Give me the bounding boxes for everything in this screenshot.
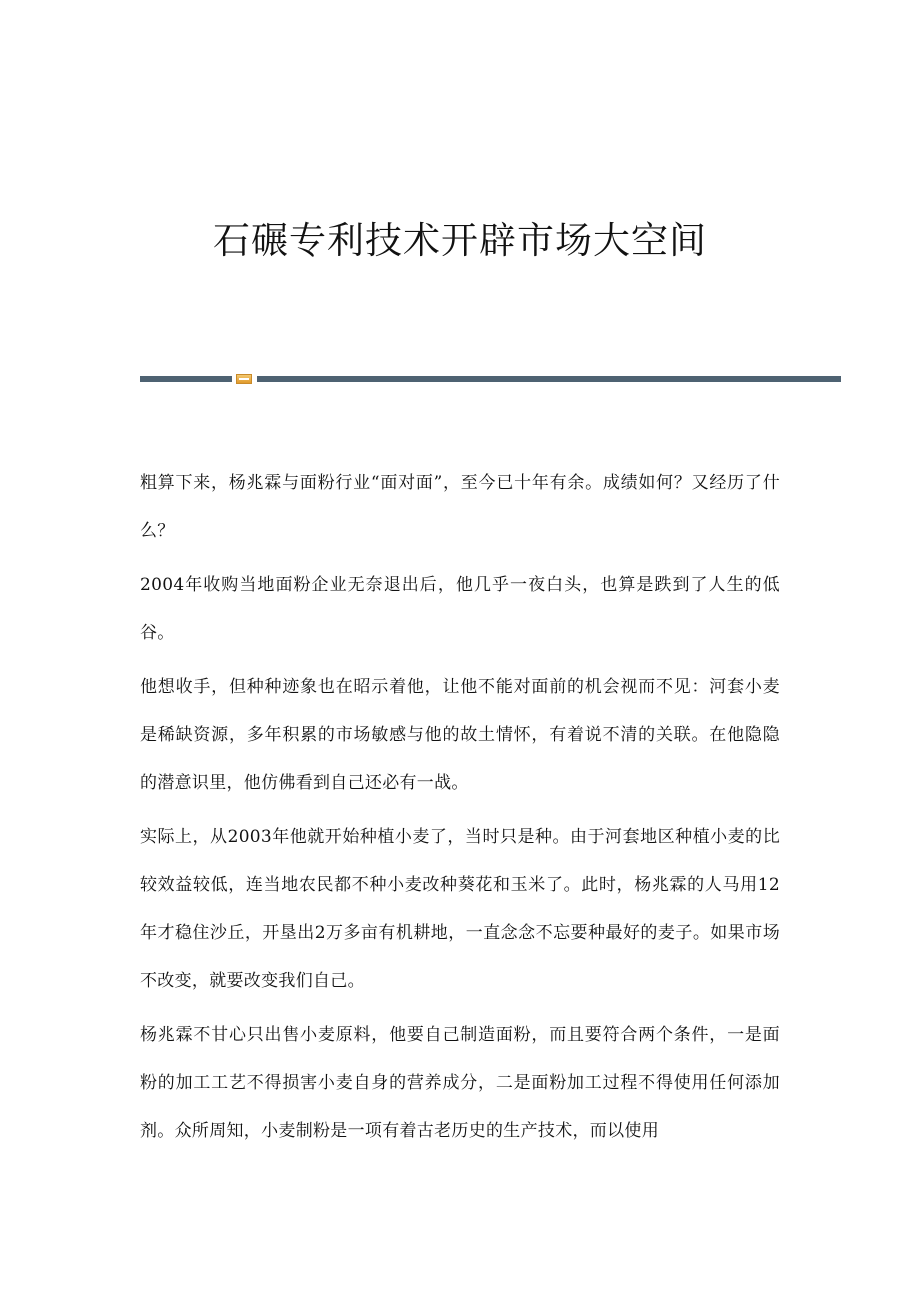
paragraph-2: 2004年收购当地面粉企业无奈退出后，他几乎一夜白头，也算是跌到了人生的低谷。 xyxy=(140,575,780,643)
paragraph-1: 粗算下来，杨兆霖与面粉行业“面对面”，至今已十年有余。成绩如何？又经历了什么？ xyxy=(140,473,780,541)
divider-bar-left xyxy=(140,376,232,382)
divider-emblem-icon xyxy=(236,374,252,384)
article-body xyxy=(140,459,780,1161)
title-divider xyxy=(140,374,841,384)
document-title: 石碾专利技术开辟市场大空间 xyxy=(213,219,707,262)
paragraph-3: 他想收手，但种种迹象也在昭示着他，让他不能对面前的机会视而不见：河套小麦是稀缺资源，多年积累的市场敏感与他的故土情怀，有着说不清的关联。在他隐隐的潜意识里，他仿佛看到自己还必有一战。 xyxy=(140,677,780,793)
paragraph-5: 杨兆霖不甘心只出售小麦原料，他要自己制造面粉，而且要符合两个条件，一是面粉的加工工艺不得损害小麦自身的营养成分，二是面粉加工过程不得使用任何添加剂。众所周知，小麦制粉是一项有着古老历史的生产技术，而以使用 xyxy=(140,1025,780,1141)
paragraph-4: 实际上，从2003年他就开始种植小麦了，当时只是种。由于河套地区种植小麦的比较效益较低，连当地农民都不种小麦改种葵花和玉米了。此时，杨兆霖的人马用12年才稳住沙丘，开垦出2万多亩有机耕地，一直念念不忘要种最好的麦子。如果市场不改变，就要改变我们自己。 xyxy=(140,827,780,991)
divider-bar-right xyxy=(257,376,841,382)
